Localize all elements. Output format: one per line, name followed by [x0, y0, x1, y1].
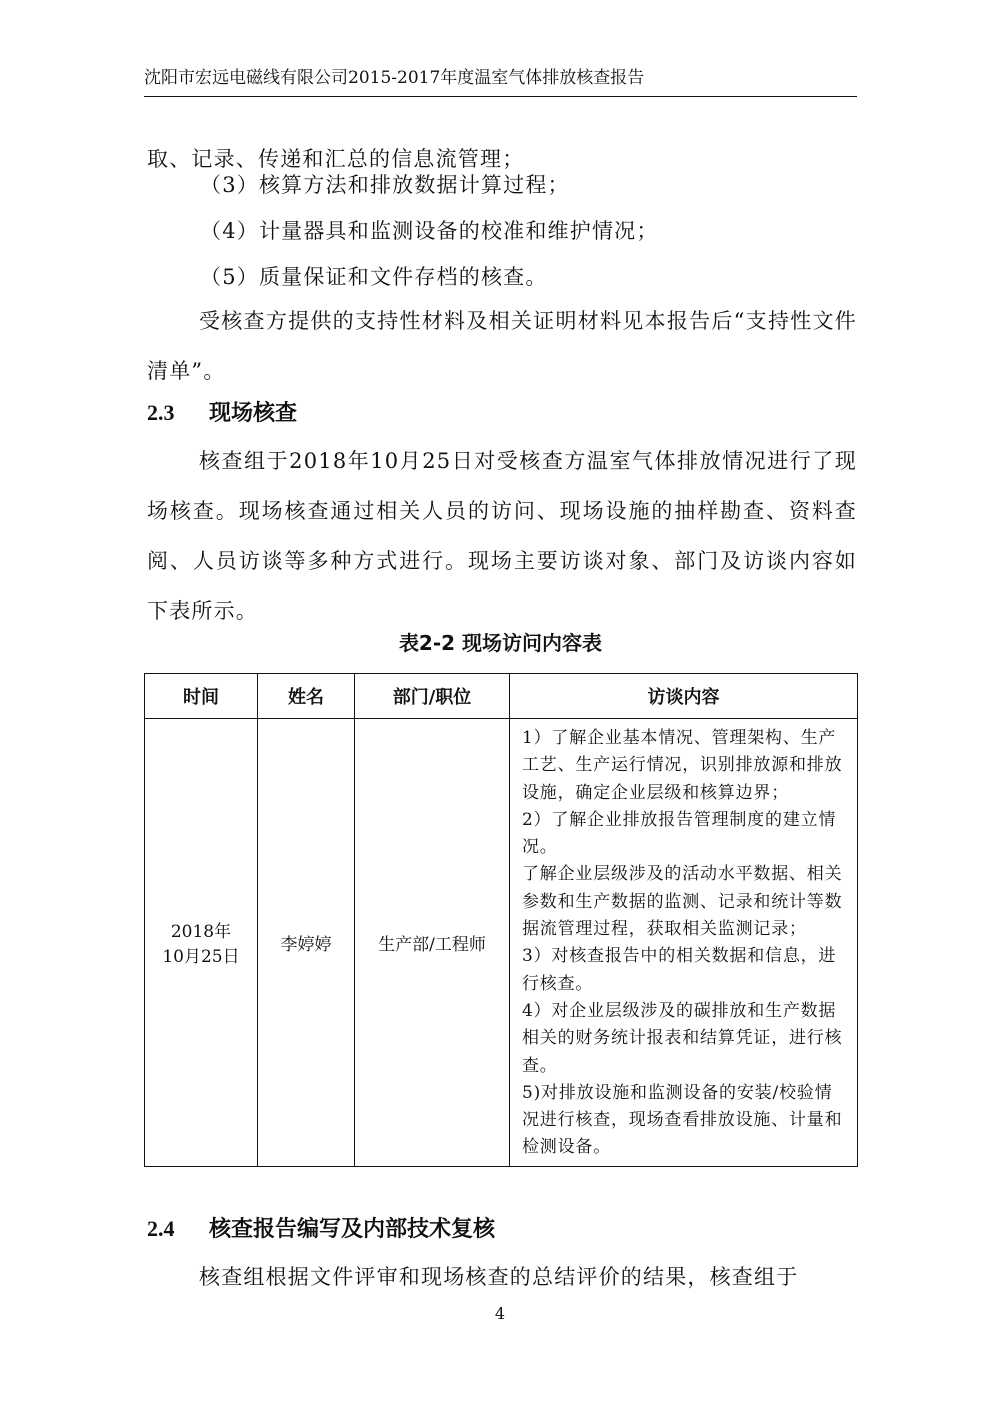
section-title: 核查报告编写及内部技术复核	[209, 1217, 496, 1242]
table-row	[145, 719, 858, 1167]
department-cell: 生产部/工程师	[355, 719, 510, 1167]
table-header-row	[145, 674, 858, 719]
section-2-4-body: 核查组根据文件评审和现场核查的总结评价的结果，核查组于	[199, 1265, 799, 1289]
content-item: 2）了解企业排放报告管理制度的建立情况。	[522, 809, 837, 858]
supporting-materials-paragraph: 受核查方提供的支持性材料及相关证明材料见本报告后“支持性文件清单”。	[147, 309, 857, 383]
section-number: 2.3	[147, 400, 175, 425]
section-number: 2.4	[147, 1216, 175, 1241]
page-header: 沈阳市宏远电磁线有限公司2015-2017年度温室气体排放核查报告	[144, 68, 645, 88]
date-line-2: 10月25日	[162, 947, 240, 968]
section-title: 现场核查	[209, 401, 298, 426]
list-item-4: （4）计量器具和监测设备的校准和维护情况；	[200, 219, 659, 243]
content-item: 4）对企业层级涉及的碳排放和生产数据相关的财务统计报表和结算凭证，进行核查。	[522, 1000, 843, 1076]
section-2-3-body: 核查组于2018年10月25日对受核查方温室气体排放情况进行了现场核查。现场核查通过相关人员的访问、现场设施的抽样勘查、资料查阅、人员访谈等多种方式进行。现场主要访谈对象、部门及访谈内容如下表所示。	[147, 449, 857, 623]
header-rule	[144, 96, 857, 97]
date-line-1: 2018年	[170, 922, 232, 943]
interview-table	[144, 673, 858, 1167]
name-cell: 李婷婷	[258, 719, 355, 1167]
content-cell	[510, 719, 858, 1167]
date-cell	[145, 719, 258, 1167]
content-item: 5)对排放设施和监测设备的安装/校验情况进行核查，现场查看排放设施、计量和检测设备。	[522, 1082, 843, 1158]
list-item-5: （5）质量保证和文件存档的核查。	[200, 265, 548, 289]
table-caption: 表2-2 现场访问内容表	[398, 631, 603, 655]
content-item: 1）了解企业基本情况、管理架构、生产工艺、生产运行情况，识别排放源和排放设施，确定企业层级和核算边界；	[522, 728, 843, 803]
content-item: 3）对核查报告中的相关数据和信息，进行核查。	[522, 946, 837, 994]
continuation-text: 取、记录、传递和汇总的信息流管理；	[147, 147, 525, 171]
list-item-3: （3）核算方法和排放数据计算过程；	[200, 173, 570, 197]
section-2-3-heading	[147, 393, 297, 434]
section-2-4-heading	[147, 1209, 495, 1250]
page-number: 4	[494, 1304, 506, 1323]
header-time: 时间	[145, 674, 258, 719]
content-item: 了解企业层级涉及的活动水平数据、相关参数和生产数据的监测、记录和统计等数据流管理过程，获取相关监测记录；	[522, 864, 843, 940]
header-content: 访谈内容	[510, 674, 858, 719]
header-name: 姓名	[258, 674, 355, 719]
header-department: 部门/职位	[355, 674, 510, 719]
